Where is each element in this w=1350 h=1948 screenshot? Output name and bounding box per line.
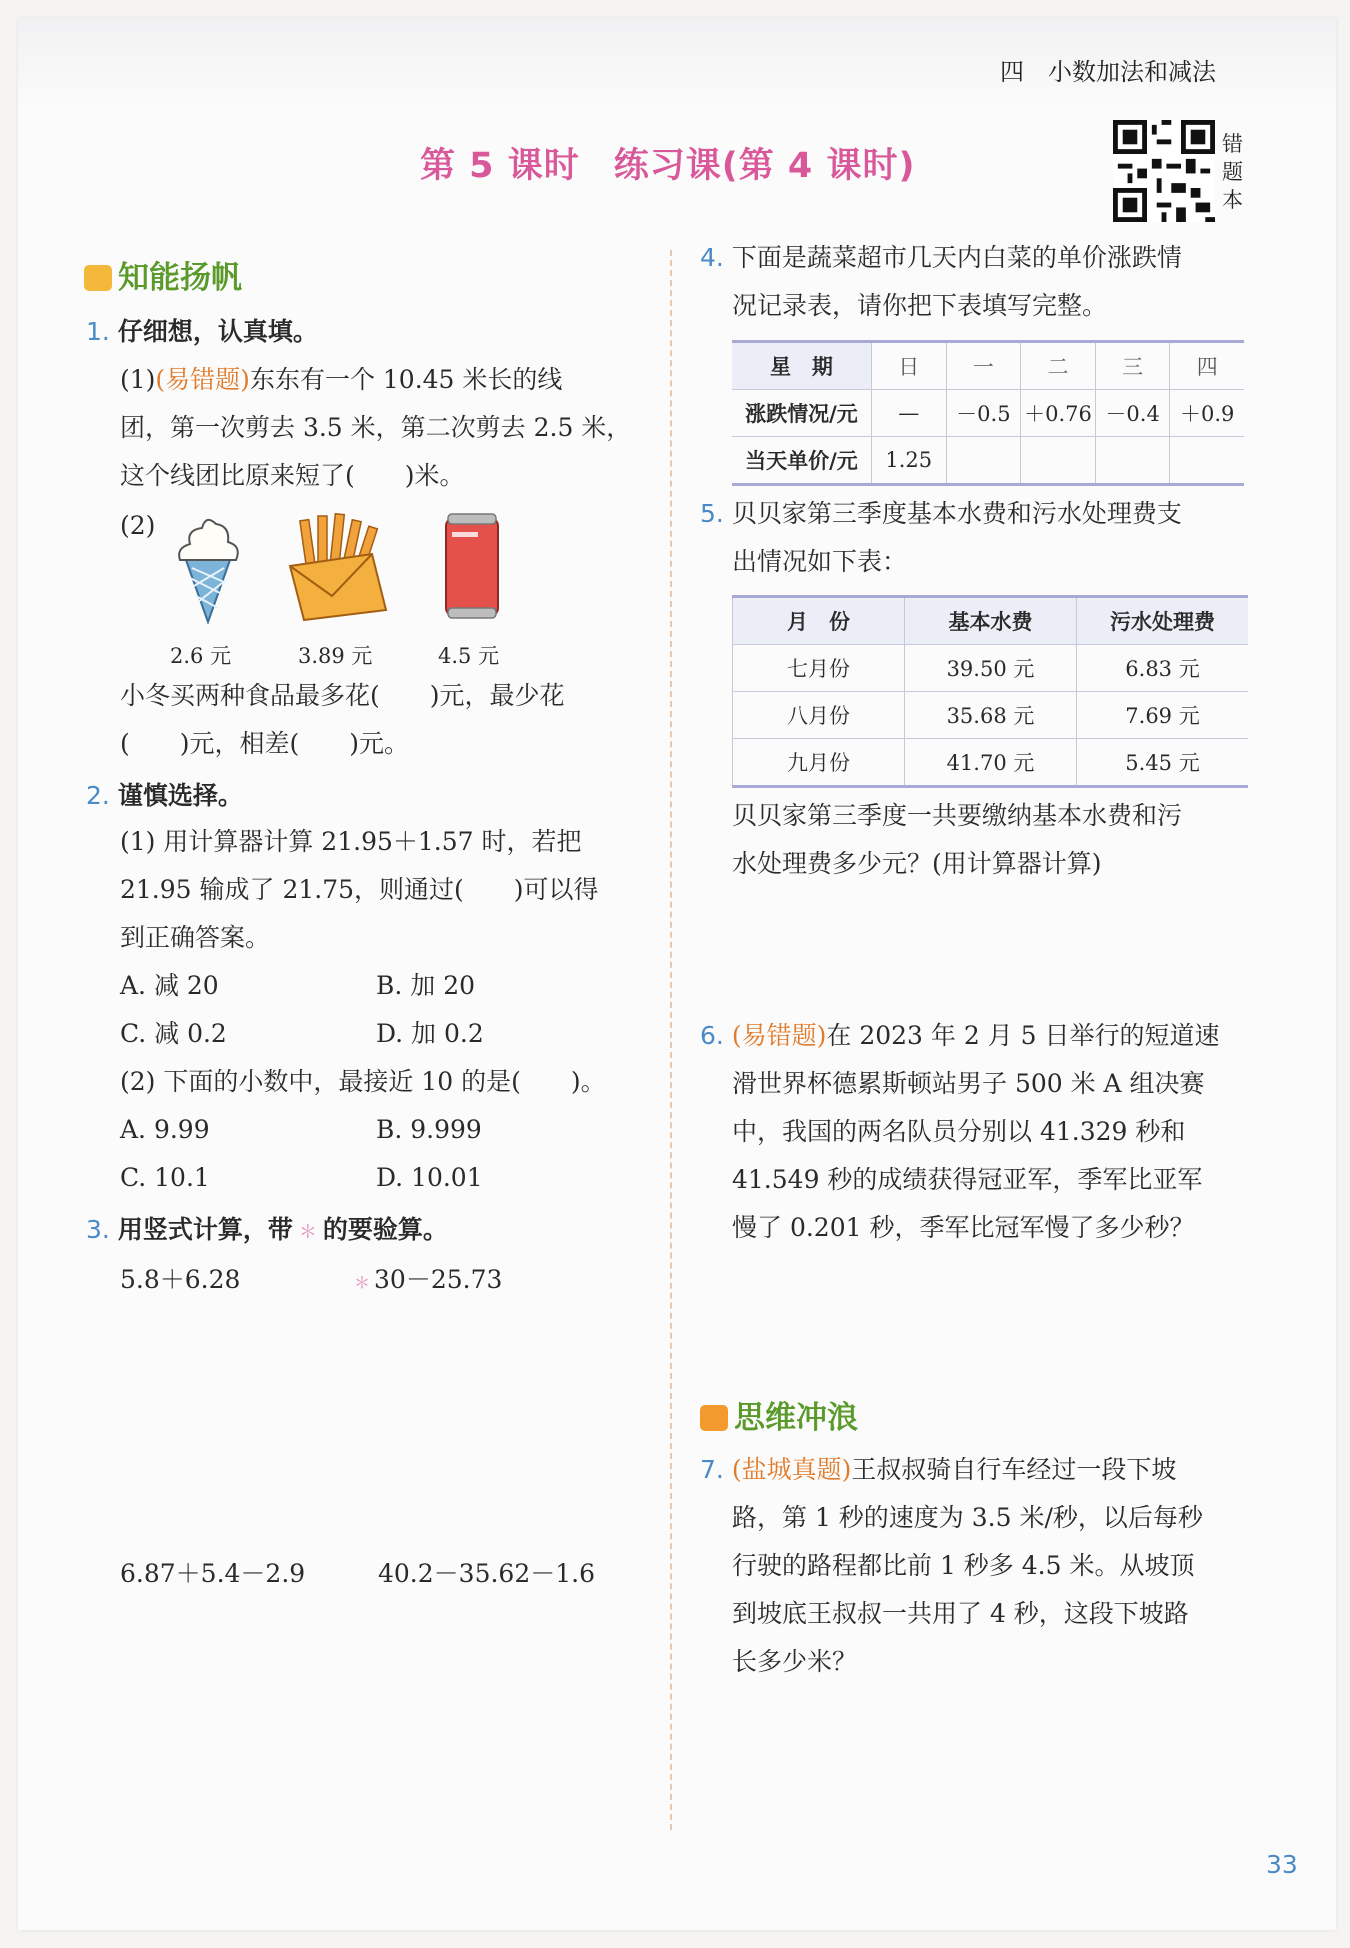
- table-cell: 5.45 元: [1077, 739, 1249, 787]
- text-line: 长多少米？: [732, 1647, 858, 1676]
- table-cell: 九月份: [733, 739, 905, 787]
- lesson-number: 第 5 课时: [420, 146, 580, 186]
- page-number: 33: [1266, 1850, 1298, 1879]
- text-line: 到坡底王叔叔一共用了 4 秒，这段下坡路: [732, 1599, 1189, 1628]
- table-header-cell: 涨跌情况/元: [732, 390, 871, 437]
- table-cell: 七月份: [733, 645, 905, 692]
- price-fries: 3.89 元: [298, 644, 373, 668]
- qr-label-char: 题: [1222, 160, 1243, 184]
- text-line: 王叔叔骑自行车经过一段下坡: [851, 1455, 1177, 1484]
- table-cell: －0.4: [1095, 390, 1170, 437]
- answer-blank[interactable]: [1021, 437, 1096, 485]
- text-line: 小冬买两种食品最多花( )元，最少花: [120, 681, 565, 710]
- question-title: 仔细想，认真填。: [117, 317, 318, 346]
- table-cell: 6.83 元: [1077, 645, 1249, 692]
- table-row: [733, 597, 1249, 645]
- water-fee-table: [732, 595, 1248, 788]
- option-c[interactable]: C. 减 0.2: [120, 1019, 227, 1048]
- question-3-title: [86, 1210, 448, 1246]
- text-line: 东东有一个 10.45 米长的线: [249, 365, 563, 394]
- table-row: [732, 437, 1244, 485]
- table-cell: 一: [946, 342, 1021, 390]
- table-row: [732, 342, 1244, 390]
- cabbage-price-table: [732, 340, 1244, 486]
- text-line: 行驶的路程都比前 1 秒多 4.5 米。从坡顶: [732, 1551, 1195, 1580]
- expression-text: 30－25.73: [374, 1265, 503, 1294]
- option-d[interactable]: D. 10.01: [376, 1163, 483, 1192]
- table-row: [733, 739, 1249, 787]
- ice-cream-icon: [172, 512, 244, 624]
- text-line: 到正确答案。: [120, 923, 271, 952]
- table-cell: 7.69 元: [1077, 692, 1249, 739]
- question-2-part-2: (2) 下面的小数中，最接近 10 的是( )。: [120, 1067, 606, 1096]
- question-4: [700, 234, 1260, 330]
- table-header-cell: 污水处理费: [1077, 597, 1249, 645]
- wave-icon: [700, 1405, 728, 1431]
- text-line: ( )元，相差( )元。: [120, 729, 410, 758]
- expression-4: 40.2－35.62－1.6: [378, 1559, 595, 1588]
- question-7: [700, 1446, 1260, 1686]
- question-number: 7.: [700, 1455, 724, 1484]
- part-label: (1): [120, 365, 156, 394]
- option-c[interactable]: C. 10.1: [120, 1163, 210, 1192]
- text-line: 中，我国的两名队员分别以 41.329 秒和: [732, 1117, 1186, 1146]
- answer-blank[interactable]: [946, 437, 1021, 485]
- text-line: 41.549 秒的成绩获得冠亚军，季军比亚军: [732, 1165, 1203, 1194]
- qr-label-char: 本: [1222, 188, 1243, 212]
- table-row: [732, 390, 1244, 437]
- table-cell: ＋0.9: [1170, 390, 1244, 437]
- qr-label-char: 错: [1222, 132, 1243, 156]
- text-line: 水处理费多少元？(用计算器计算): [732, 849, 1102, 878]
- text-line: 贝贝家第三季度一共要缴纳基本水费和污: [732, 801, 1183, 830]
- text-line: 下面是蔬菜超市几天内白菜的单价涨跌情: [731, 243, 1182, 272]
- price-soda: 4.5 元: [438, 644, 500, 668]
- question-5: [700, 490, 1260, 586]
- qr-label: [1222, 130, 1246, 214]
- section-heading-1: [84, 252, 242, 297]
- question-2-part-1: [120, 818, 660, 962]
- expression-2: [354, 1256, 502, 1307]
- tag-error-prone: (易错题): [155, 365, 250, 394]
- answer-blank[interactable]: [1170, 437, 1244, 485]
- text-line: 滑世界杯德累斯顿站男子 500 米 A 组决赛: [732, 1069, 1205, 1098]
- text-line: 这个线团比原来短了( )米。: [120, 461, 465, 490]
- table-header-cell: 星 期: [732, 342, 871, 390]
- option-a[interactable]: A. 9.99: [120, 1115, 210, 1144]
- sail-icon: [84, 265, 112, 291]
- table-cell: 1.25: [871, 437, 946, 485]
- expression-3: 6.87＋5.4－2.9: [120, 1559, 306, 1588]
- question-number: 1.: [86, 317, 110, 346]
- answer-blank[interactable]: [1095, 437, 1170, 485]
- section-heading-text: 知能扬帆: [118, 260, 242, 296]
- option-a[interactable]: A. 减 20: [120, 971, 219, 1000]
- question-2-title: [86, 776, 243, 812]
- text-line: 贝贝家第三季度基本水费和污水处理费支: [731, 499, 1182, 528]
- table-cell: 四: [1170, 342, 1244, 390]
- text-line: 团，第一次剪去 3.5 米，第二次剪去 2.5 米，: [120, 413, 632, 442]
- question-title: 谨慎选择。: [117, 781, 243, 810]
- table-header-cell: 当天单价/元: [732, 437, 871, 485]
- table-cell: 三: [1095, 342, 1170, 390]
- french-fries-icon: [282, 512, 392, 624]
- star-mark: ＊: [298, 1222, 317, 1243]
- text-line: (1) 用计算器计算 21.95＋1.57 时，若把: [120, 827, 582, 856]
- table-cell: 39.50 元: [904, 645, 1076, 692]
- table-cell: 日: [871, 342, 946, 390]
- section-heading-text: 思维冲浪: [734, 1400, 858, 1436]
- lesson-title: [420, 138, 949, 188]
- column-divider: [670, 250, 672, 1830]
- tag-exam-source: (盐城真题): [731, 1455, 852, 1484]
- table-header-cell: 月 份: [733, 597, 905, 645]
- question-number: 6.: [700, 1021, 724, 1050]
- text-line: 在 2023 年 2 月 5 日举行的短道速: [826, 1021, 1220, 1050]
- table-cell: ＋0.76: [1021, 390, 1096, 437]
- table-cell: －0.5: [946, 390, 1021, 437]
- table-cell: 35.68 元: [904, 692, 1076, 739]
- question-title: 的要验算。: [322, 1215, 448, 1244]
- star-mark: ＊: [354, 1273, 371, 1292]
- question-title: 用竖式计算，带: [117, 1215, 293, 1244]
- expression-1: 5.8＋6.28: [120, 1265, 241, 1294]
- tag-error-prone: (易错题): [731, 1021, 827, 1050]
- question-1-part-2: [120, 672, 660, 768]
- section-heading-2: [700, 1392, 858, 1437]
- question-number: 3.: [86, 1215, 110, 1244]
- question-number: 5.: [700, 499, 724, 528]
- question-1-part-1: [120, 356, 650, 500]
- price-ice-cream: 2.6 元: [170, 644, 232, 668]
- text-line: 况记录表，请你把下表填写完整。: [732, 291, 1108, 320]
- table-cell: —: [871, 390, 946, 437]
- table-cell: 二: [1021, 342, 1096, 390]
- question-number: 4.: [700, 243, 724, 272]
- option-b[interactable]: B. 加 20: [376, 971, 476, 1000]
- soda-can-icon: [440, 512, 504, 622]
- option-b[interactable]: B. 9.999: [376, 1115, 482, 1144]
- text-line: 21.95 输成了 21.75，则通过( )可以得: [120, 875, 599, 904]
- table-row: [733, 645, 1249, 692]
- unit-header: 四 小数加法和减法: [1000, 58, 1216, 86]
- table-cell: 41.70 元: [904, 739, 1076, 787]
- table-row: [733, 692, 1249, 739]
- question-number: 2.: [86, 781, 110, 810]
- qr-code-icon[interactable]: [1113, 120, 1215, 222]
- question-6: [700, 1012, 1260, 1252]
- table-header-cell: 基本水费: [904, 597, 1076, 645]
- question-5-ask: [732, 792, 1272, 888]
- part-label: (2): [120, 511, 156, 540]
- table-cell: 八月份: [733, 692, 905, 739]
- text-line: 出情况如下表：: [732, 547, 908, 576]
- lesson-name: 练习课(第 4 课时): [613, 146, 916, 186]
- text-line: 路，第 1 秒的速度为 3.5 米/秒，以后每秒: [732, 1503, 1203, 1532]
- option-d[interactable]: D. 加 0.2: [376, 1019, 484, 1048]
- question-1-title: [86, 312, 318, 348]
- text-line: 慢了 0.201 秒，季军比冠军慢了多少秒？: [732, 1213, 1195, 1242]
